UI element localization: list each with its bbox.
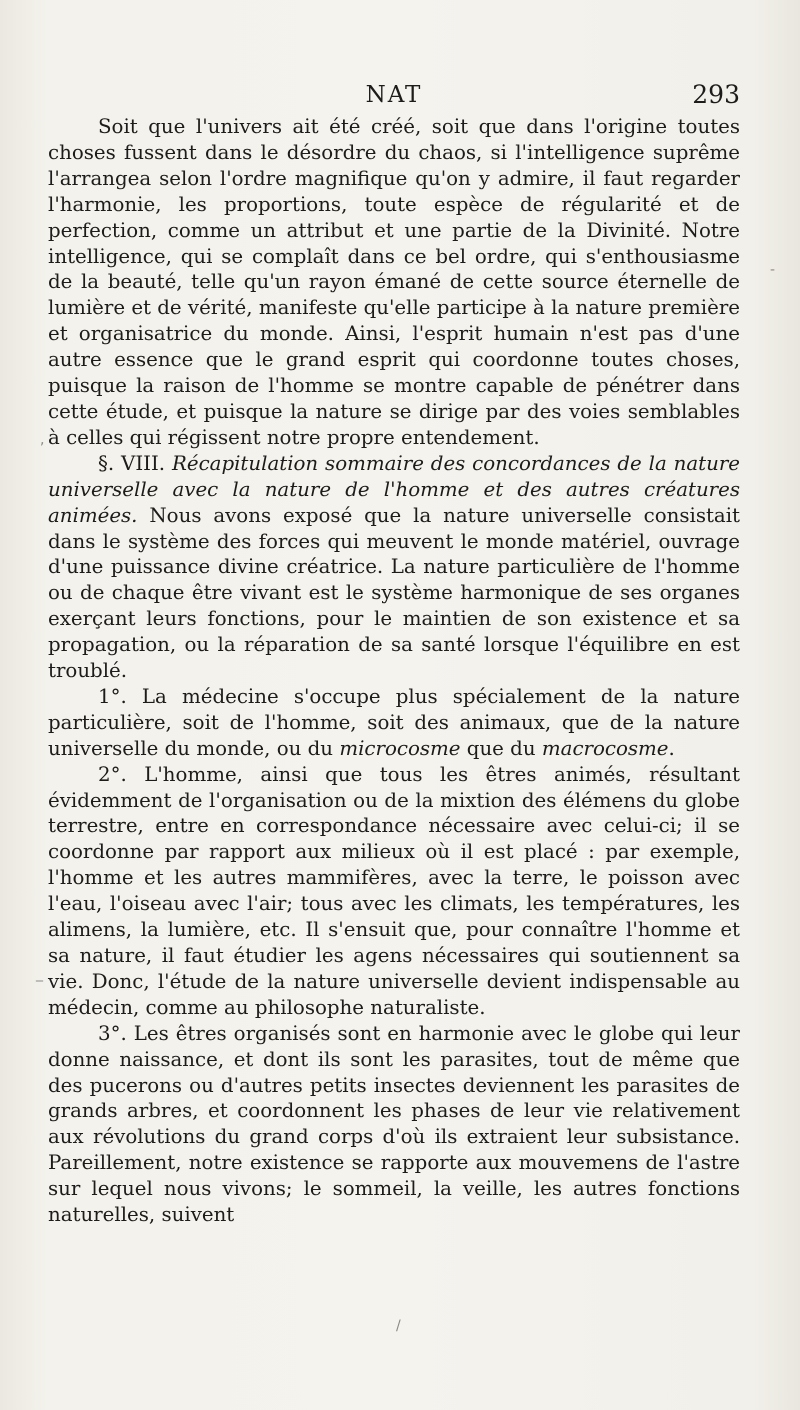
paragraph-text: que du (466, 736, 536, 760)
paragraph-text: L'homme, ainsi que tous les êtres animés, résultant évidemment de l'organisation ou de la mixtion des élémens du globe terrestre, entre en correspondance nécessaire avec celui-ci; il se coordonne par rapport aux milieux où il est placé : par exemple, l'homme et les autres mammifères, avec la terre, le poisson avec l'eau, l'oiseau avec l'air; tous avec les climats, les températures, les alimens, la lumière, etc. Il s'ensuit que, pour connaître l'homme et sa nature, il faut étudier les agens nécessaires qui soutiennent sa vie. Donc, l'étude de la nature universelle devient indispensable au médecin, comme au philosophe naturaliste. (48, 762, 740, 1019)
term-microcosme: microcosme (339, 736, 461, 760)
paragraph-intro (48, 114, 740, 451)
term-macrocosme: macrocosme (541, 736, 669, 760)
paragraph-text: Nous avons exposé que la nature universelle consistait dans le système des forces qui meuvent le monde matériel, ouvrage d'une puissance divine créatrice. La nature particulière de l'homme ou de chaque être vivant est le système harmonique de ses organes exerçant leurs fonctions, pour le maintien de son existence et sa propagation, ou la réparation de sa santé lorsque l'équilibre en est troublé. (48, 503, 740, 683)
paragraph-text: . (668, 736, 675, 760)
margin-tick: - (770, 262, 776, 278)
margin-tick: , (40, 432, 45, 448)
paragraph-section-viii (48, 451, 740, 684)
item-number: 3°. (98, 1021, 127, 1045)
paragraph-text: Les êtres organisés sont en harmonie avec le globe qui leur donne naissance, et dont ils sont les parasites, tout de même que des pucerons ou d'autres petits insectes deviennent les parasites de grands arbres, et coordonnent les phases de leur vie relativement aux révolutions du grand corps d'où ils extraient leur subsistance. Pareillement, notre existence se rapporte aux mouvemens de l'astre sur lequel nous vivons; le sommeil, la veille, les autres fonctions naturelles, suivent (48, 1021, 740, 1227)
paragraph-text: Soit que l'univers ait été créé, soit que dans l'origine toutes choses fussent dans le désordre du chaos, si l'intelligence suprême l'arrangea selon l'ordre magnifique qu'on y admire, il faut regarder l'harmonie, les proportions, toute espèce de régularité et de perfection, comme un attribut et une partie de la Divinité. Notre intelligence, qui se complaît dans ce bel ordre, qui s'enthousiasme de la beauté, telle qu'un rayon émané de cette source éternelle de lumière et de vérité, manifeste qu'elle participe à la nature première et organisatrice du monde. Ainsi, l'esprit humain n'est pas d'une autre essence que le grand esprit qui coordonne toutes choses, puisque la raison de l'homme se montre capable de pénétrer dans cette étude, et puisque la nature se dirige par des voies semblables à celles qui régissent notre propre entendement. (48, 115, 740, 449)
margin-tick: / (396, 1318, 401, 1334)
paragraph-text: La médecine s'occupe plus spécialement de la nature particulière, soit de l'homme, soit des animaux, que de la nature universelle du monde, ou du (48, 684, 740, 760)
margin-tick: _ (36, 966, 43, 982)
page-header (48, 78, 740, 112)
running-head: NAT (365, 82, 423, 108)
item-number: 1°. (98, 684, 127, 708)
item-number: 2°. (98, 762, 127, 786)
section-heading: Récapitulation sommaire des concordances de la nature universelle avec la nature de l'homme et des autres créatures animées. (48, 451, 740, 527)
paragraph-item-2 (48, 762, 740, 1021)
page-number: 293 (692, 80, 740, 109)
body-text (48, 114, 740, 1228)
section-mark: §. VIII. (98, 451, 166, 475)
paragraph-item-1 (48, 684, 740, 762)
paragraph-item-3 (48, 1021, 740, 1228)
